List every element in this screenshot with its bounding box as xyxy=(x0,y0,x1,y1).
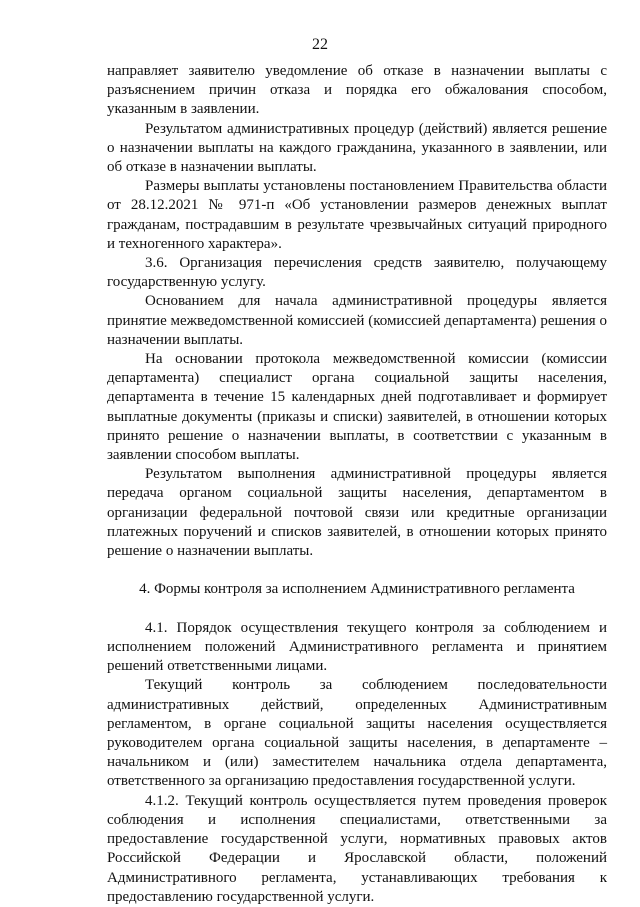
paragraph: 4.1.2. Текущий контроль осуществляется путем проведения проверок соблюдения и исполнения специалистами, ответственными за предоставление государственной услуги, нормативных правовых актов Российской Федерации и Ярославской области, положений Административного регламента, устанавливающих требования к предоставлению государственной услуги. xyxy=(107,792,607,905)
top-paragraphs xyxy=(107,62,607,561)
paragraph: На основании протокола межведомственной комиссии (комиссии департамента) специалист органа социальной защиты населения, департамента в течение 15 календарных дней подготавливает и формирует выплатные документы (приказы и списки) заявителей, в отношении которых принято решение о назначении выплаты, в соответствии с указанным в заявлении способом выплаты. xyxy=(107,351,607,464)
section-heading: 4. Формы контроля за исполнением Административного регламента xyxy=(139,581,575,598)
paragraph: направляет заявителю уведомление об отказе в назначении выплаты с разъяснением причин отказа и порядка его обжалования способом, указанным в заявлении. xyxy=(107,63,607,118)
bottom-paragraphs xyxy=(107,619,607,907)
paragraph: Размеры выплаты установлены постановлением Правительства области от 28.12.2021 № 971-п «Об установлении размеров денежных выплат гражданам, пострадавшим в результате чрезвычайных ситуаций природного и техногенного характера». xyxy=(107,178,607,252)
spacer xyxy=(107,600,607,619)
page-number: 22 xyxy=(312,36,328,53)
paragraph: 4.1. Порядок осуществления текущего контроля за соблюдением и исполнением положений Административного регламента и принятием решений ответственными лицами. xyxy=(107,619,607,675)
document-body xyxy=(107,62,607,907)
paragraph: Результатом выполнения административной процедуры является передача органом социальной защиты населения, департаментом в организации федеральной почтовой связи или кредитные организации платежных поручений и списков заявителей, в отношении которых принято решение о назначении выплаты. xyxy=(107,466,607,560)
paragraph: Результатом административных процедур (действий) является решение о назначении выплаты на каждого гражданина, указанного в заявлении, или об отказе в назначении выплаты. xyxy=(107,120,607,176)
paragraph: Основанием для начала административной процедуры является принятие межведомственной комиссией (комиссией департамента) решения о назначении выплаты. xyxy=(107,293,607,348)
spacer xyxy=(107,561,607,580)
paragraph: Текущий контроль за соблюдением последовательности административных действий, определенных Административным регламентом, в органе социальной защиты населения осуществляется руководителем органа социальной защиты населения, в департаменте – начальником и (или) заместителем начальника отдела департамента, ответственного за организацию предоставления государственной услуги. xyxy=(107,677,607,790)
paragraph: 3.6. Организация перечисления средств заявителю, получающему государственную услугу. xyxy=(107,255,607,291)
